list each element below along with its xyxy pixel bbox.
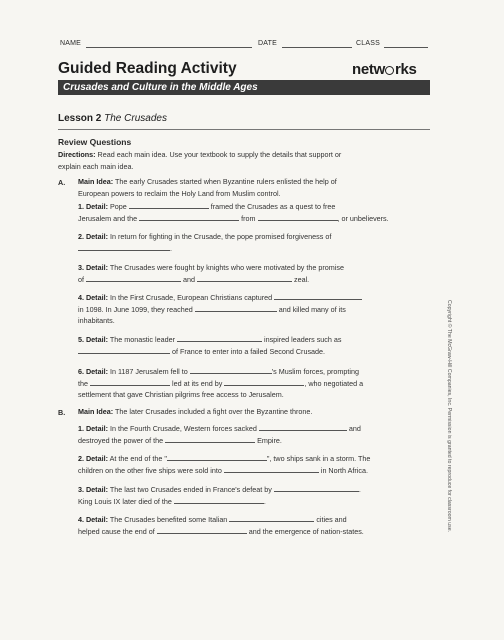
b-detail-1: 1. Detail: In the Fourth Crusade, Western forces sacked and destroyed the power of the Empire.	[78, 424, 361, 445]
answer-blank[interactable]	[129, 201, 209, 209]
answer-blank[interactable]	[78, 346, 170, 354]
class-label: CLASS	[356, 40, 380, 47]
name-label: NAME	[60, 40, 82, 47]
part-a-main-idea: Main Idea: The early Crusades started when Byzantine rulers enlisted the help of European powers to reclaim the Holy Land from Muslim control.	[78, 177, 337, 198]
date-field[interactable]	[282, 47, 352, 48]
answer-blank[interactable]	[190, 366, 272, 374]
a-detail-6: 6. Detail: In 1187 Jerusalem fell to 's Muslim forces, prompting the led at its end by , who negotiated a settlement that gave Christian pilgrims free access to Jerusalem.	[78, 367, 364, 399]
copyright-notice: Copyright © The McGraw-Hill Companies, Inc. Permission is granted to reproduce for classroom use.	[446, 300, 452, 533]
answer-blank[interactable]	[177, 334, 262, 342]
answer-blank[interactable]	[258, 213, 338, 221]
b-detail-3: 3. Detail: The last two Crusades ended in France's defeat by . King Louis IX later died of the .	[78, 485, 361, 506]
name-field[interactable]	[86, 47, 252, 48]
answer-blank[interactable]	[274, 484, 359, 492]
part-a-letter: A.	[58, 178, 66, 187]
answer-blank[interactable]	[86, 274, 181, 282]
title-banner: Crusades and Culture in the Middle Ages	[58, 80, 430, 95]
answer-blank[interactable]	[224, 378, 304, 386]
answer-blank[interactable]	[197, 274, 292, 282]
part-b-main-idea: Main Idea: The later Crusades included a fight over the Byzantine throne.	[78, 407, 313, 416]
answer-blank[interactable]	[165, 435, 255, 443]
globe-icon	[385, 66, 394, 75]
answer-blank[interactable]	[90, 378, 170, 386]
a-detail-1: 1. Detail: Pope framed the Crusades as a quest to free Jerusalem and the from , or unbelievers.	[78, 202, 389, 223]
date-label: DATE	[258, 40, 277, 47]
page-title: Guided Reading Activity	[58, 60, 237, 77]
lesson-heading: Lesson 2 The Crusades	[58, 113, 167, 124]
section-title: Review Questions	[58, 137, 132, 147]
answer-blank[interactable]	[167, 453, 267, 461]
brand-logo: netw rks	[352, 61, 417, 78]
answer-blank[interactable]	[195, 304, 277, 312]
divider	[58, 129, 430, 130]
answer-blank[interactable]	[274, 292, 362, 300]
a-detail-2: 2. Detail: In return for fighting in the Crusade, the pope promised forgiveness of .	[78, 232, 332, 253]
answer-blank[interactable]	[78, 243, 170, 251]
answer-blank[interactable]	[259, 423, 347, 431]
a-detail-3: 3. Detail: The Crusades were fought by knights who were motivated by the promise of and zeal.	[78, 263, 344, 284]
directions: Directions: Read each main idea. Use your textbook to supply the details that support or explain each main idea.	[58, 150, 342, 171]
answer-blank[interactable]	[229, 514, 314, 522]
b-detail-2: 2. Detail: At the end of the " ", two ships sank in a storm. The children on the other five ships were sold into in North Africa.	[78, 454, 371, 475]
a-detail-4: 4. Detail: In the First Crusade, European Christians captured in 1098. In June 1099, they reached and killed many of its inhabitants.	[78, 292, 438, 327]
answer-blank[interactable]	[174, 496, 264, 504]
class-field[interactable]	[384, 47, 428, 48]
answer-blank[interactable]	[224, 465, 319, 473]
part-b-letter: B.	[58, 408, 66, 417]
b-detail-4: 4. Detail: The Crusades benefited some Italian cities and helped cause the end of and the emergence of nation-states.	[78, 515, 364, 536]
answer-blank[interactable]	[139, 213, 239, 221]
a-detail-5: 5. Detail: The monastic leader inspired leaders such as of France to enter into a failed Second Crusade.	[78, 335, 342, 356]
answer-blank[interactable]	[157, 526, 247, 534]
